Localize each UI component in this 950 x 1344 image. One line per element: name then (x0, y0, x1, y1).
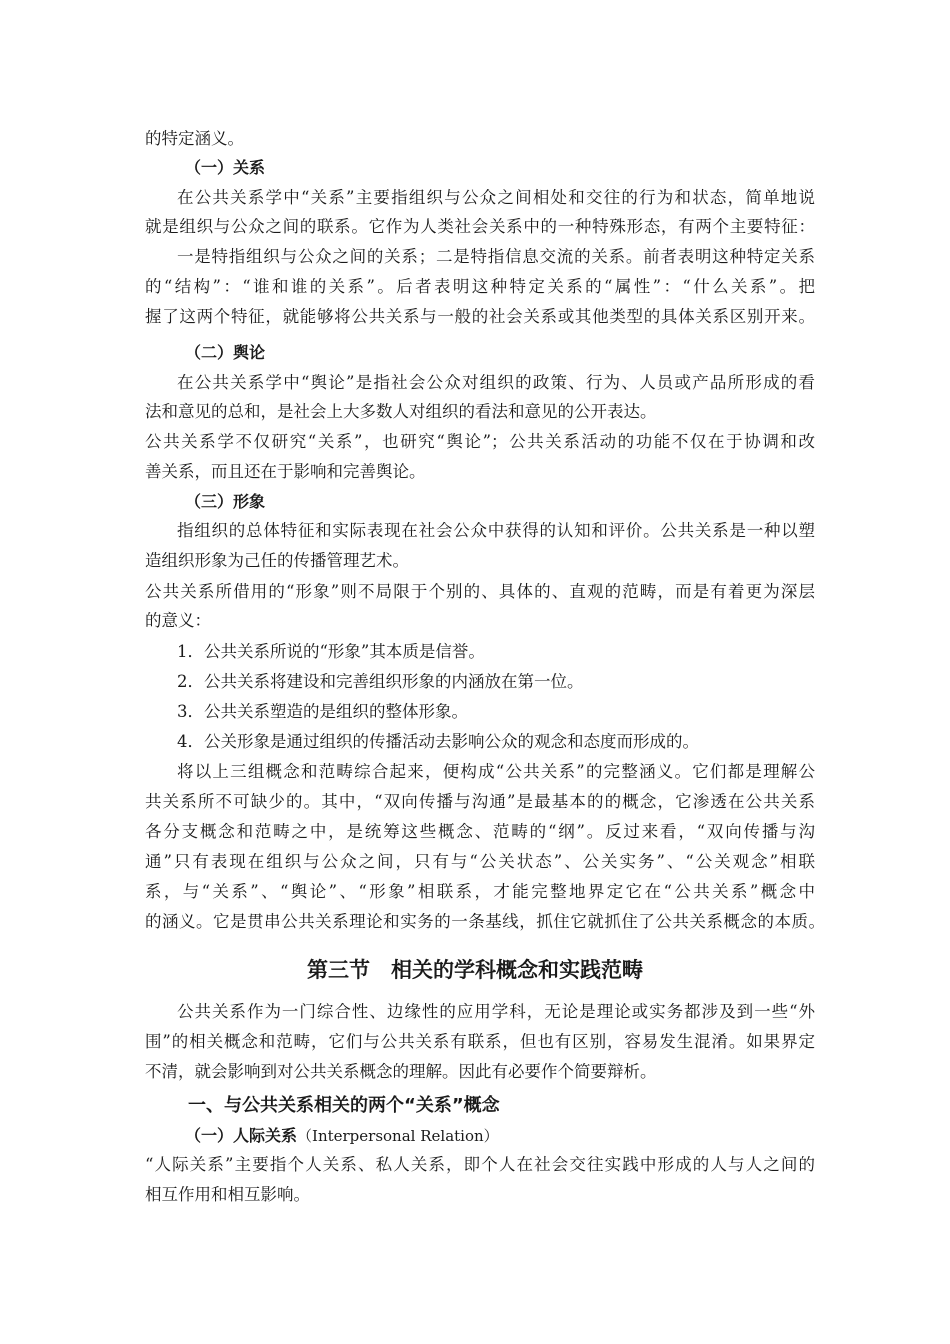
paragraph-line: 围”的相关概念和范畴，它们与公共关系有联系，但也有区别，容易发生混淆。如果界定 (145, 1032, 815, 1051)
paragraph-line: 在公共关系学中“舆论”是指社会公众对组织的政策、行为、人员或产品所形成的看 (177, 373, 815, 392)
subsection-heading-relation: （一）关系 (185, 158, 266, 177)
paragraph-line: 公共关系学不仅研究“关系”，也研究“舆论”；公共关系活动的功能不仅在于协调和改 (145, 432, 815, 451)
paragraph-line: 的意义： (145, 611, 211, 630)
paragraph-line: “人际关系”主要指个人关系、私人关系，即个人在社会交往实践中形成的人与人之间的 (145, 1155, 815, 1174)
list-item: 4．公关形象是通过组织的传播活动去影响公众的观念和态度而形成的。 (177, 732, 699, 751)
paragraph-line: 就是组织与公众之间的联系。它作为人类社会关系中的一种特殊形态，有两个主要特征： (145, 217, 815, 236)
paragraph-line: 的特定涵义。 (145, 129, 244, 148)
paragraph-line: 公共关系所借用的“形象”则不局限于个别的、具体的、直观的范畴，而是有着更为深层 (145, 582, 815, 601)
subsection-heading-interpersonal-en: （Interpersonal Relation） (297, 1127, 499, 1145)
paragraph-line: 各分支概念和范畴之中，是统筹这些概念、范畴的“纲”。反过来看，“双向传播与沟 (145, 822, 815, 841)
paragraph-line: 握了这两个特征，就能够将公共关系与一般的社会关系或其他类型的具体关系区别开来。 (145, 307, 815, 326)
paragraph-line: 善关系，而且还在于影响和完善舆论。 (145, 462, 426, 481)
paragraph-line: 法和意见的总和，是社会上大多数人对组织的看法和意见的公开表达。 (145, 402, 657, 421)
paragraph-line: 一是特指组织与公众之间的关系；二是特指信息交流的关系。前者表明这种特定关系 (177, 247, 815, 266)
paragraph-line: 在公共关系学中“关系”主要指组织与公众之间相处和交往的行为和状态，简单地说 (177, 188, 815, 207)
list-item: 1．公共关系所说的“形象”其本质是信誉。 (177, 642, 485, 661)
paragraph-line: 公共关系作为一门综合性、边缘性的应用学科，无论是理论或实务都涉及到一些“外 (177, 1002, 815, 1021)
paragraph-line: 将以上三组概念和范畴综合起来，便构成“公共关系”的完整涵义。它们都是理解公 (177, 762, 815, 781)
paragraph-line: 不清，就会影响到对公共关系概念的理解。因此有必要作个简要辩析。 (145, 1062, 657, 1081)
subsection-heading-interpersonal-cn: （一）人际关系 (185, 1126, 298, 1145)
paragraph-line: 指组织的总体特征和实际表现在社会公众中获得的认知和评价。公共关系是一种以塑 (177, 521, 815, 540)
paragraph-line: 造组织形象为己任的传播管理艺术。 (145, 551, 409, 570)
subsection-heading-opinion: （二）舆论 (185, 343, 266, 362)
section-heading: 第三节 相关的学科概念和实践范畴 (307, 958, 643, 982)
paragraph-line: 共关系所不可缺少的。其中，“双向传播与沟通”是最基本的的概念，它渗透在公共关系 (145, 792, 815, 811)
paragraph-line: 的涵义。它是贯串公共关系理论和实务的一条基线，抓住它就抓住了公共关系概念的本质。 (145, 912, 825, 931)
subsection-heading-two-relations: 一、与公共关系相关的两个“关系”概念 (188, 1095, 500, 1116)
paragraph-line: 的“结构”：“谁和谁的关系”。后者表明这种特定关系的“属性”：“什么关系”。把 (145, 277, 815, 296)
list-item: 2．公共关系将建设和完善组织形象的内涵放在第一位。 (177, 672, 584, 691)
subsection-heading-image: （三）形象 (185, 492, 266, 511)
paragraph-line: 通”只有表现在组织与公众之间，只有与“公关状态”、公关实务”、“公关观念”相联 (145, 852, 815, 871)
list-item: 3．公共关系塑造的是组织的整体形象。 (177, 702, 468, 721)
paragraph-line: 系，与“关系”、“舆论”、“形象”相联系，才能完整地界定它在“公共关系”概念中 (145, 882, 815, 901)
paragraph-line: 相互作用和相互影响。 (145, 1185, 310, 1204)
subsection-heading-interpersonal (185, 1124, 855, 1148)
